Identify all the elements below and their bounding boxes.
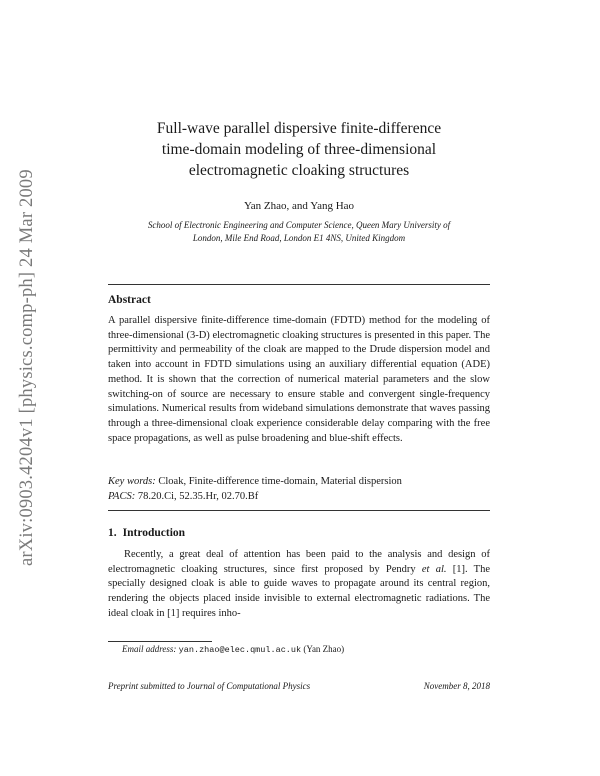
keywords xyxy=(108,475,490,490)
abstract-bottom-rule xyxy=(108,510,490,511)
intro-et-al: et al. xyxy=(421,563,447,575)
abstract-text: A parallel dispersive finite-difference time-domain (FDTD) method for the modeling of three-dimensional (3-D) electromagnetic cloaking structures is presented in this paper. The permittivity and permeability of the cloak are mapped to the Drude dispersion model and taken into account in FDTD simulations using an auxiliary differential equation (ADE) method. It is shown that the correction of numerical material parameters and the slow switching-on of source are necessary to ensure stable and convergent single-frequency simulations. Numerical results from wideband simulations demonstrate that waves passing through a three-dimensional cloak experience considerable delay comparing with the free space propagations, as well as pulse broadening and blue-shift effects. xyxy=(108,315,490,444)
affiliation-line-2: London, Mile End Road, London E1 4NS, United Kingdom xyxy=(192,232,406,243)
arxiv-identifier: arXiv:0903.4204v1 [physics.comp-ph] 24 Mar 2009 xyxy=(17,169,37,566)
section-title: Introduction xyxy=(122,527,186,539)
title-line-2: time-domain modeling of three-dimensional xyxy=(161,141,437,158)
footnote-email[interactable]: yan.zhao@elec.qmul.ac.uk xyxy=(178,645,302,655)
footer-journal: Preprint submitted to Journal of Computational Physics xyxy=(108,681,311,691)
footnote-label: Email address: xyxy=(122,644,177,654)
section-heading xyxy=(108,527,185,539)
authors: Yan Zhao, and Yang Hao xyxy=(243,200,355,212)
introduction-paragraph xyxy=(108,548,490,622)
section-number: 1. xyxy=(108,527,117,539)
abstract-top-rule xyxy=(108,284,490,285)
affiliation xyxy=(108,219,490,244)
pacs-codes xyxy=(108,490,490,505)
title-line-3: electromagnetic cloaking structures xyxy=(188,162,410,179)
intro-text-b: [1]. The specially designed cloak is able to guide waves to propagate around its central region, rendering the objects placed inside invisible to external electromagnetic radiations. The ideal cloak in [1] requires inho- xyxy=(108,563,490,619)
pacs-text: 78.20.Ci, 52.35.Hr, 02.70.Bf xyxy=(137,491,259,502)
intro-text-a: Recently, a great deal of attention has been paid to the analysis and design of electromagnetic cloaking structures, since first proposed by Pendry xyxy=(108,549,490,575)
keywords-label: Key words: xyxy=(108,476,156,487)
title-line-1: Full-wave parallel dispersive finite-difference xyxy=(156,120,442,137)
affiliation-line-1: School of Electronic Engineering and Computer Science, Queen Mary University of xyxy=(147,220,451,230)
paper-title xyxy=(108,118,490,181)
footnote xyxy=(122,643,344,656)
keywords-text: Cloak, Finite-difference time-domain, Material dispersion xyxy=(158,476,402,487)
footnote-rule xyxy=(108,641,212,642)
footer-date: November 8, 2018 xyxy=(423,681,490,691)
abstract-heading: Abstract xyxy=(108,294,151,306)
pacs-label: PACS: xyxy=(108,491,136,502)
footnote-name: (Yan Zhao) xyxy=(303,644,345,654)
